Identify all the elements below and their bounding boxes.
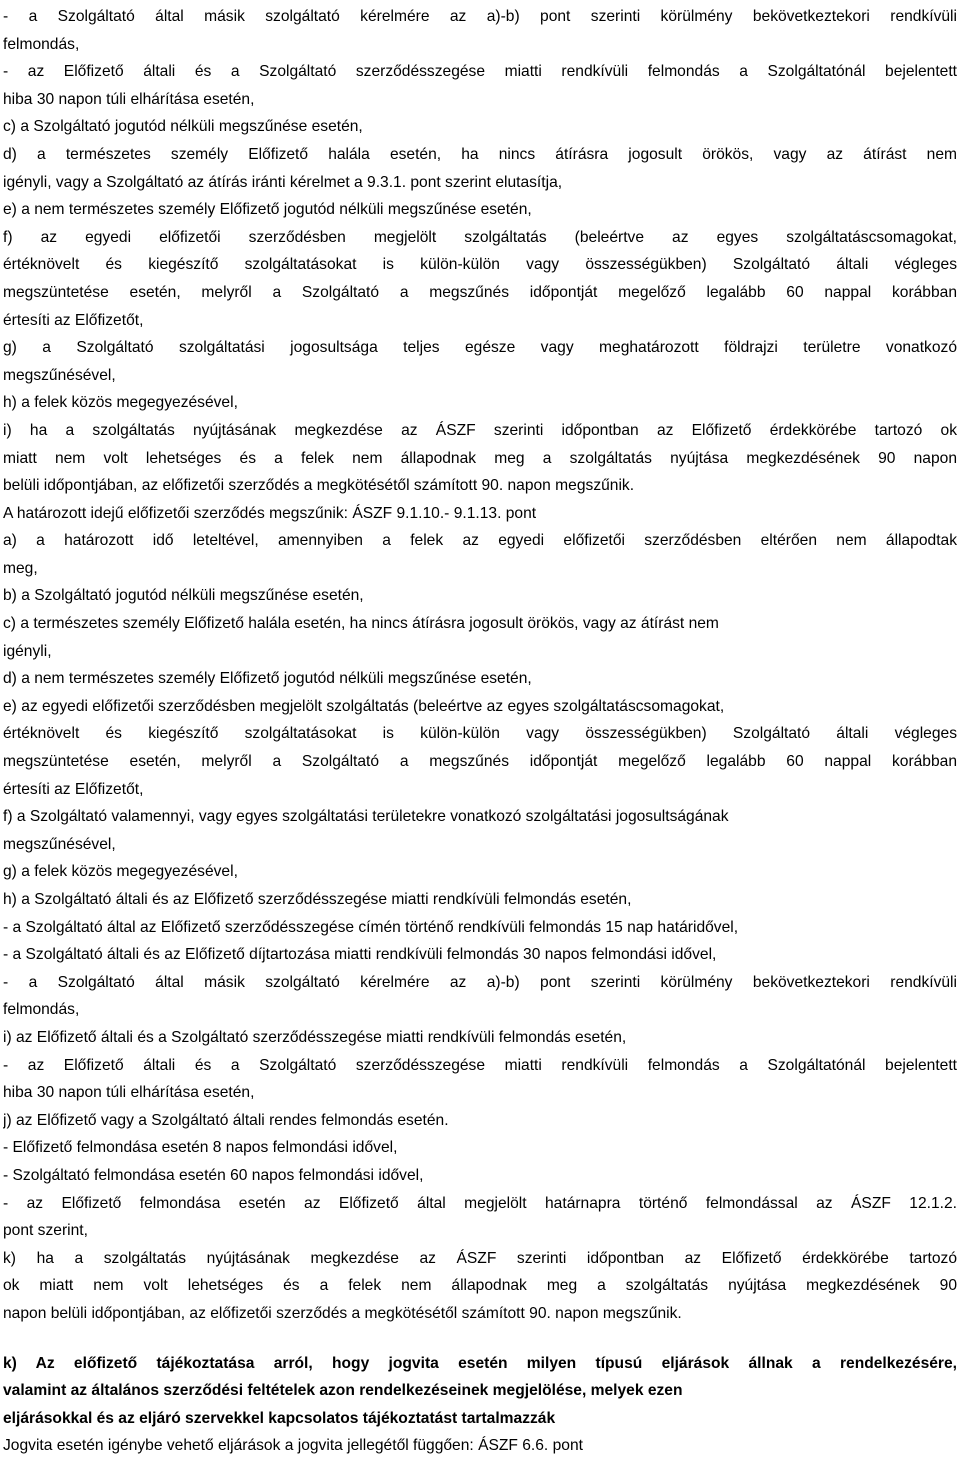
text-line: e) az egyedi előfizetői szerződésben megjelölt szolgáltatás (beleértve az egyes szolgáltatáscsomagokat,	[3, 697, 725, 715]
final-reference-line: Jogvita esetén igénybe vehető eljárások a jogvita jellegétől függően: ÁSZF 6.6. pont	[3, 1437, 583, 1455]
text-line: c) a Szolgáltató jogutód nélküli megszűnése esetén,	[3, 118, 363, 136]
text-line: értesíti az Előfizetőt,	[3, 311, 144, 329]
text-line: c) a természetes személy Előfizető halála esetén, ha nincs átírásra jogosult örökös, vagy az átírást nem	[3, 615, 719, 633]
text-line: belüli időpontjában, az előfizetői szerződés a megkötésétől számított 90. napon megszűnik.	[3, 477, 635, 495]
text-line: a) a határozott idő leteltével, amennyiben a felek az egyedi előfizetői szerződésben eltérően nem állapodtak	[3, 532, 957, 550]
text-line: értéknövelt és kiegészítő szolgáltatásokat is külön-külön vagy összességükben) Szolgáltató általi végleges	[3, 256, 957, 274]
section-heading-k	[3, 1350, 957, 1433]
text-line: felmondás,	[3, 35, 80, 53]
text-line: felmondás,	[3, 1001, 80, 1019]
text-line: megszüntetése esetén, melyről a Szolgáltató a megszűnés időpontját megelőző legalább 60 nappal korábban	[3, 753, 957, 771]
text-line: - a Szolgáltató által az Előfizető szerződésszegése címén történő rendkívüli felmondás 15 nap határidővel,	[3, 918, 739, 936]
text-line: - a Szolgáltató által másik szolgáltató kérelmére az a)-b) pont szerinti körülmény bekövetkeztekori rendkívüli	[3, 973, 957, 991]
text-line: - Szolgáltató felmondása esetén 60 napos felmondási idővel,	[3, 1166, 424, 1184]
text-line: hiba 30 napon túli elhárítása esetén,	[3, 90, 255, 108]
text-line: h) a Szolgáltató általi és az Előfizető szerződésszegése miatti rendkívüli felmondás esetén,	[3, 891, 632, 908]
text-line: - az Előfizető általi és a Szolgáltató szerződésszegése miatti rendkívüli felmondás a Szolgáltatónál bejelentett	[3, 1056, 957, 1074]
text-line: g) a felek közös megegyezésével,	[3, 863, 238, 881]
text-line: i) ha a szolgáltatás nyújtásának megkezdése az ÁSZF szerinti időpontban az Előfizető érdekkörébe tartozó ok	[3, 421, 957, 439]
contract-termination-text	[3, 3, 957, 1328]
text-line: i) az Előfizető általi és a Szolgáltató szerződésszegése miatti rendkívüli felmondás esetén,	[3, 1028, 627, 1046]
text-line: - Előfizető felmondása esetén 8 napos felmondási idővel,	[3, 1139, 398, 1157]
text-line: értesíti az Előfizetőt,	[3, 780, 144, 798]
text-line: h) a felek közös megegyezésével,	[3, 394, 238, 412]
text-line: j) az Előfizető vagy a Szolgáltató általi rendes felmondás esetén.	[3, 1111, 449, 1129]
text-line: megszüntetése esetén, melyről a Szolgáltató a megszűnés időpontját megelőző legalább 60 nappal korábban	[3, 283, 957, 301]
text-line: megszűnésével,	[3, 835, 116, 853]
text-line: pont szerint,	[3, 1222, 88, 1240]
text-line: e) a nem természetes személy Előfizető jogutód nélküli megszűnése esetén,	[3, 201, 532, 219]
document-page	[3, 3, 957, 1460]
text-line: ok miatt nem volt lehetséges és a felek nem állapodnak meg a szolgáltatás nyújtása megkezdésének 90	[3, 1277, 957, 1295]
text-line: értéknövelt és kiegészítő szolgáltatásokat is külön-külön vagy összességükben) Szolgáltató általi végleges	[3, 725, 957, 743]
heading-line: k) Az előfizető tájékoztatása arról, hogy jogvita esetén milyen típusú eljárások állnak a rendelkezésére,	[3, 1354, 957, 1372]
text-line: miatt nem volt lehetséges és a felek nem állapodnak meg a szolgáltatás nyújtása megkezdésének 90 napon	[3, 449, 957, 467]
text-line: - a Szolgáltató által másik szolgáltató kérelmére az a)-b) pont szerinti körülmény bekövetkeztekori rendkívüli	[3, 8, 957, 25]
text-line: igényli, vagy a Szolgáltató az átírás iránti kérelmet a 9.3.1. pont szerint elutasítja,	[3, 173, 563, 191]
text-line: meg,	[3, 559, 38, 577]
heading-line: eljárásokkal és az eljáró szervekkel kapcsolatos tájékoztatást tartalmazzák	[3, 1409, 556, 1427]
text-line: hiba 30 napon túli elhárítása esetén,	[3, 1084, 255, 1102]
text-line: igényli,	[3, 642, 52, 660]
text-line: f) a Szolgáltató valamennyi, vagy egyes szolgáltatási területekre vonatkozó szolgáltatási jogosultságának	[3, 808, 729, 826]
text-line: k) ha a szolgáltatás nyújtásának megkezdése az ÁSZF szerinti időpontban az Előfizető érdekkörébe tartozó	[3, 1249, 957, 1267]
text-line: d) a nem természetes személy Előfizető jogutód nélküli megszűnése esetén,	[3, 670, 532, 688]
text-line: f) az egyedi előfizetői szerződésben megjelölt szolgáltatás (beleértve az egyes szolgáltatáscsomagokat,	[3, 228, 957, 246]
text-line: megszűnésével,	[3, 366, 116, 384]
text-line: - az Előfizető általi és a Szolgáltató szerződésszegése miatti rendkívüli felmondás a Szolgáltatónál bejelentett	[3, 63, 957, 81]
text-line: A határozott idejű előfizetői szerződés megszűnik: ÁSZF 9.1.10.- 9.1.13. pont	[3, 504, 537, 522]
text-line: g) a Szolgáltató szolgáltatási jogosultsága teljes egésze vagy meghatározott földrajzi területre vonatkozó	[3, 339, 957, 357]
heading-line: valamint az általános szerződési feltételek azon rendelkezéseinek megjelölése, melyek ezen	[3, 1382, 683, 1400]
text-line: - az Előfizető felmondása esetén az Előfizető által megjelölt határnapra történő felmondással az ÁSZF 12.1.2.	[3, 1194, 957, 1212]
text-line: d) a természetes személy Előfizető halála esetén, ha nincs átírásra jogosult örökös, vagy az átírást nem	[3, 145, 957, 163]
text-line: - a Szolgáltató általi és az Előfizető díjtartozása miatti rendkívüli felmondás 30 napos felmondási idővel,	[3, 946, 717, 964]
paragraph-gap	[3, 1328, 957, 1350]
text-line: b) a Szolgáltató jogutód nélküli megszűnése esetén,	[3, 587, 364, 605]
text-line: napon belüli időpontjában, az előfizetői szerződés a megkötésétől számított 90. napon megszűnik.	[3, 1304, 682, 1322]
